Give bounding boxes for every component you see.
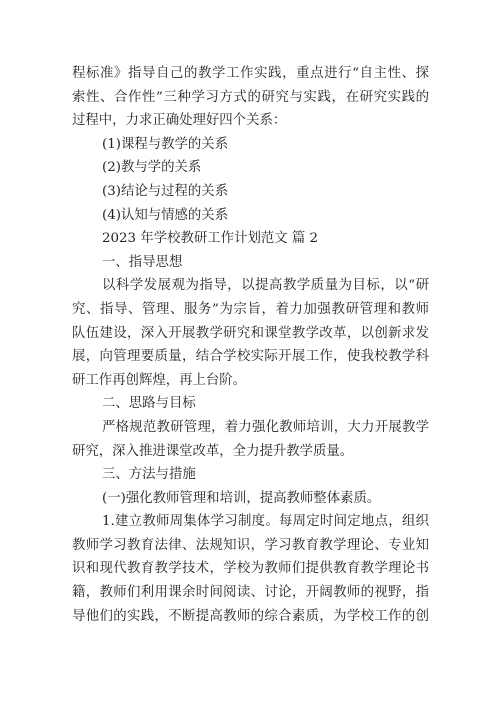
- item1-paragraph: [72, 510, 429, 628]
- text-line: 研究，深入推进课堂改革，全力提升教学质量。: [72, 443, 354, 459]
- section2-heading: 二、思路与目标: [102, 396, 196, 412]
- section2-paragraph: [72, 416, 429, 463]
- section-heading: [72, 392, 459, 416]
- subsection-heading: [72, 487, 459, 511]
- text-line: 究、指导、管理、服务”为宗旨，着力加强教研管理和教师: [72, 301, 429, 317]
- text-line: 索性、合作性”三种学习方式的研究与实践，在研究实践的: [72, 89, 429, 105]
- text-line: 严格规范教研管理，着力强化教师培训，大力开展教学: [102, 419, 429, 435]
- text-line: 教师学习教育法律、法规知识，学习教育教学理论、专业知: [72, 537, 429, 553]
- list-item: (1)课程与教学的关系: [102, 136, 229, 152]
- text-line: 1.建立教师周集体学习制度。每周定时间定地点，组织: [102, 514, 429, 530]
- section-heading: [72, 251, 459, 275]
- text-line: 识和现代教育教学技术，学校为教师们提供教育教学理论书: [72, 561, 429, 577]
- section-heading: [72, 463, 459, 487]
- article-title: [72, 227, 459, 251]
- text-line: 过程中，力求正确处理好四个关系：: [72, 113, 287, 129]
- section1-paragraph: [72, 274, 429, 392]
- list-item: (2)教与学的关系: [102, 160, 202, 176]
- list-item: (4)认知与情感的关系: [102, 207, 229, 223]
- list-item: (3)结论与过程的关系: [102, 183, 229, 199]
- text-line: 导他们的实践，不断提高教师的综合素质，为学校工作的创: [72, 608, 429, 624]
- article-title-text: 2023 年学校教研工作计划范文 篇 2: [102, 231, 319, 247]
- text-line: 籍，教师们利用课余时间阅读、讨论，开阔教师的视野，指: [72, 585, 429, 601]
- relations-list: [72, 133, 459, 227]
- section3-heading: 三、方法与措施: [102, 467, 196, 483]
- text-line: 队伍建设，深入开展教学研究和课堂教学改革，以创新求发: [72, 325, 429, 341]
- section1-heading: 一、指导思想: [102, 254, 183, 270]
- text-line: 以科学发展观为指导，以提高教学质量为目标，以“研: [102, 278, 429, 294]
- intro-paragraph: [72, 62, 429, 133]
- text-line: 程标准》指导自己的教学工作实践，重点进行“自主性、探: [72, 66, 429, 81]
- text-line: 展，向管理要质量，结合学校实际开展工作，使我校教学科: [72, 349, 429, 365]
- text-line: 研工作再创辉煌，再上台阶。: [72, 372, 247, 388]
- subsection1-heading: (一)强化教师管理和培训，提高教师整体素质。: [102, 490, 381, 506]
